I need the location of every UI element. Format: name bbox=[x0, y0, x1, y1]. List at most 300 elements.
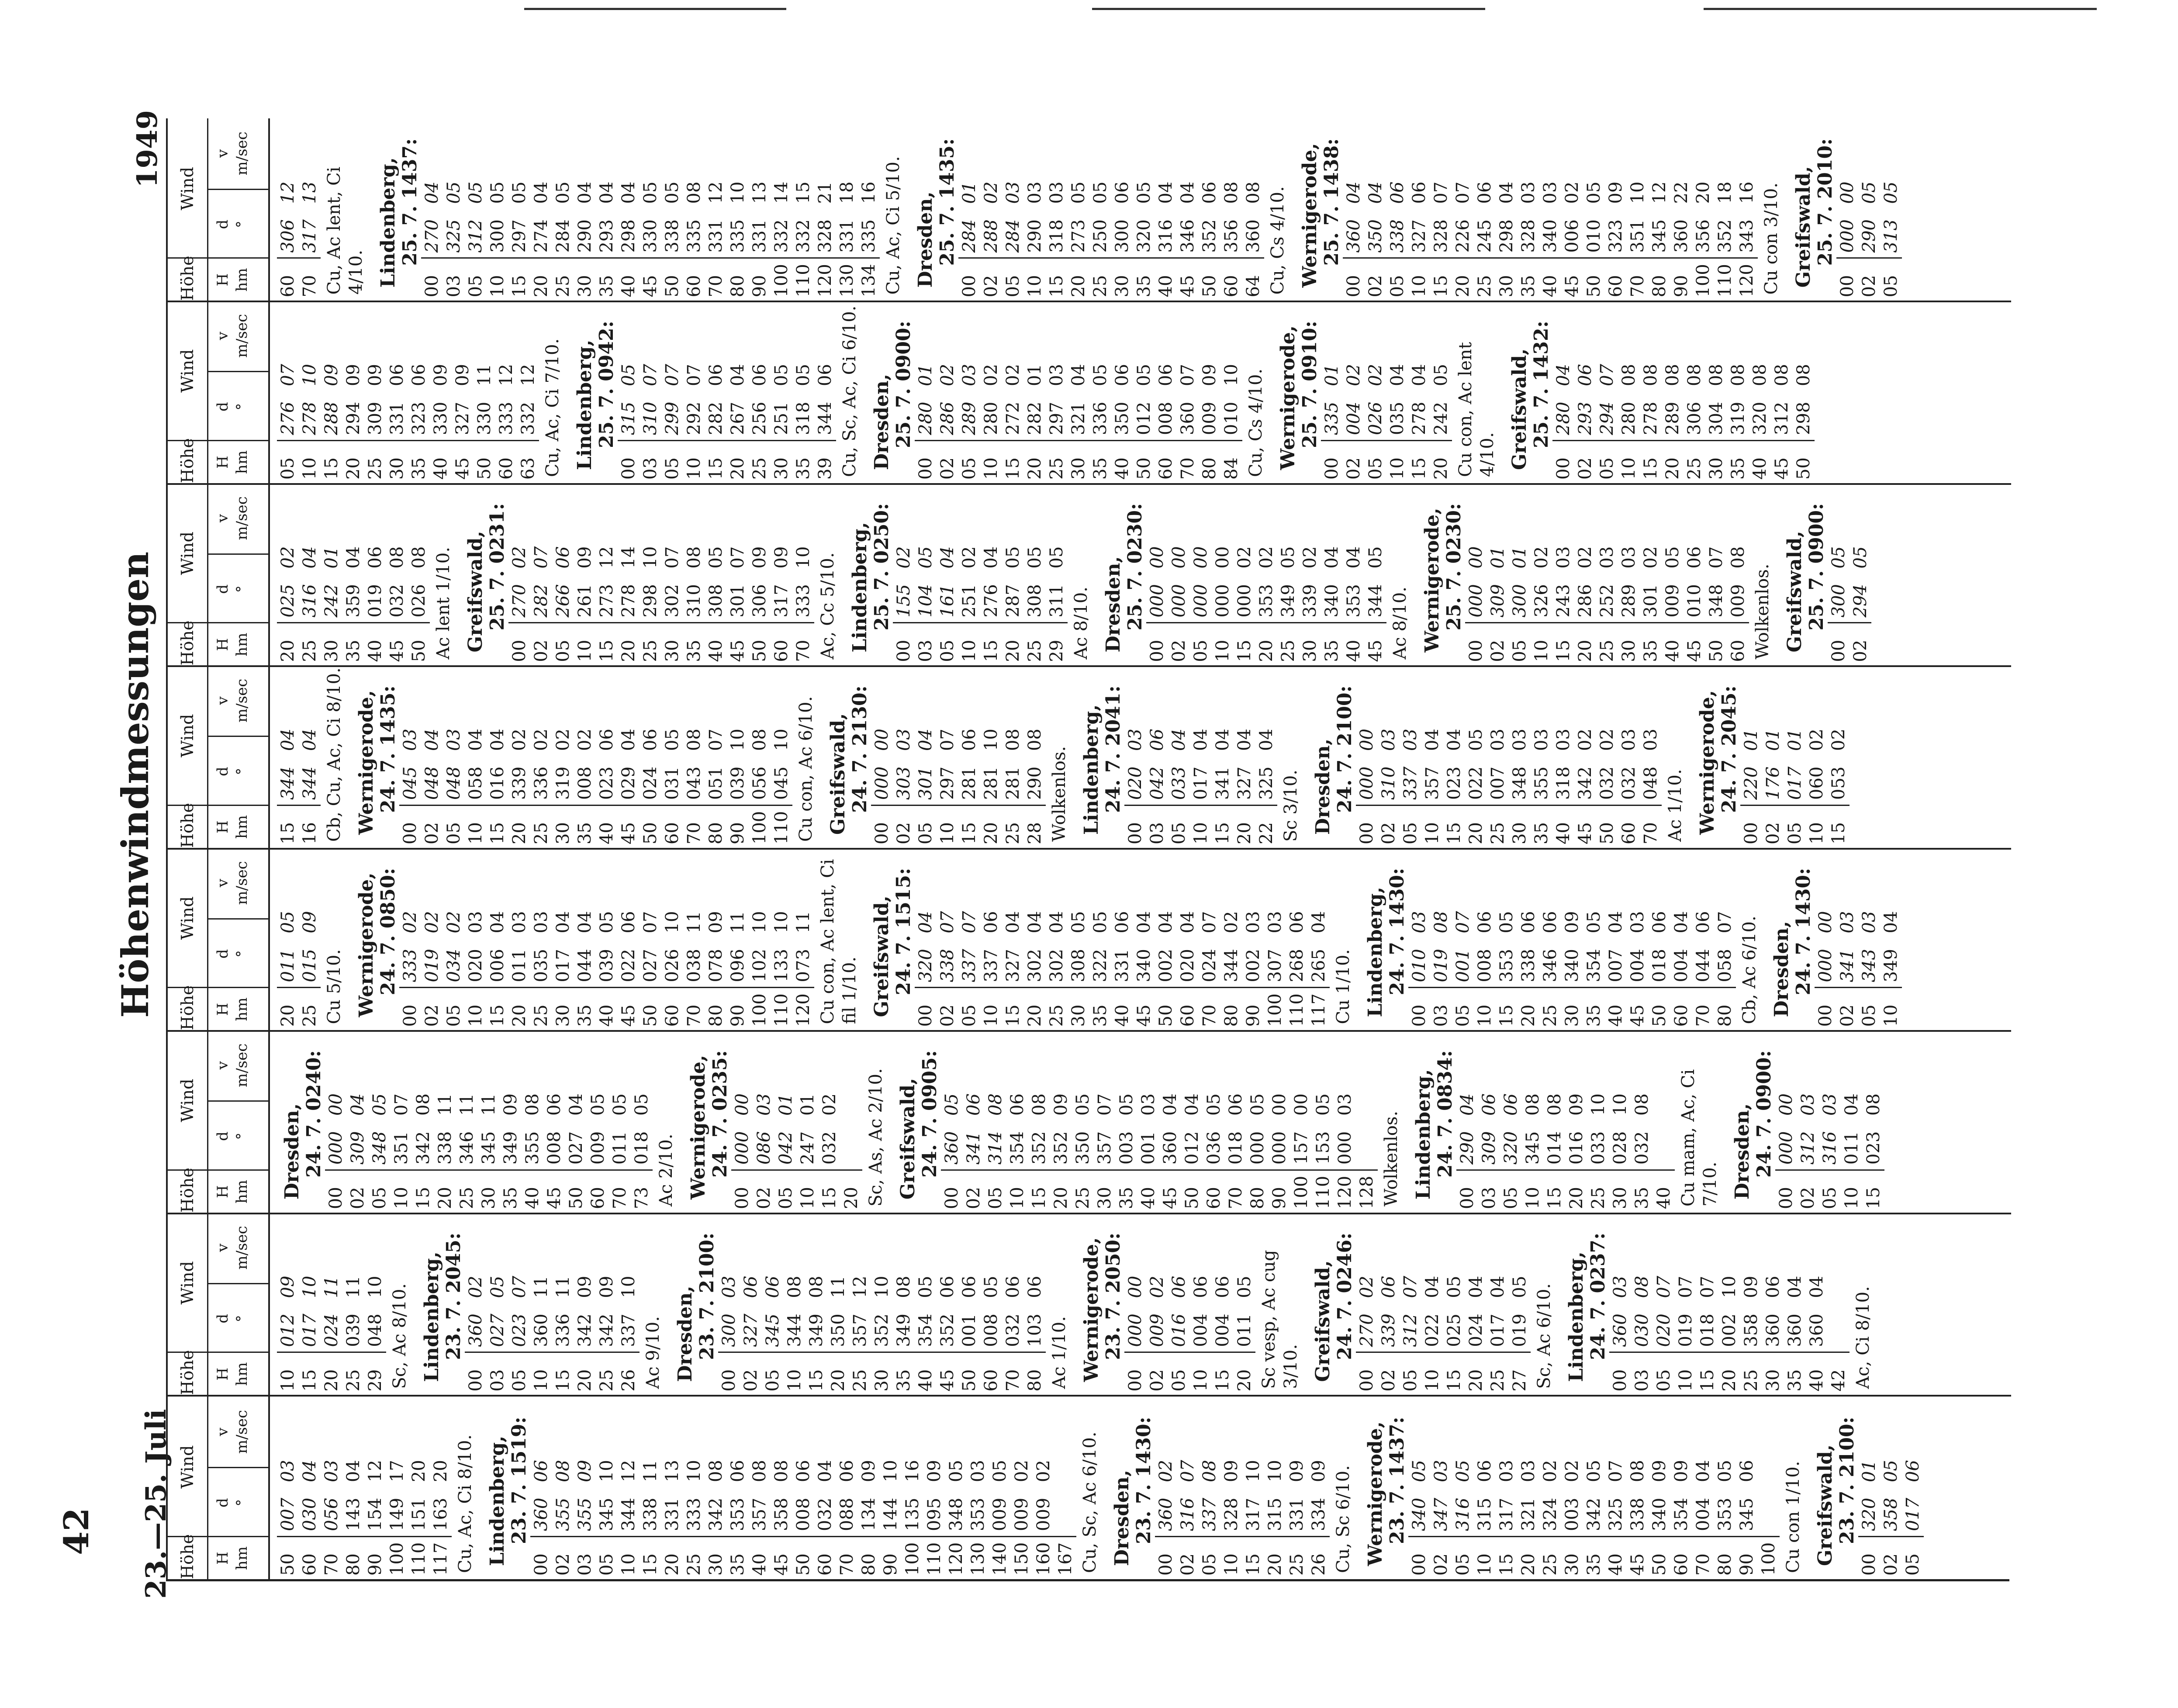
speed-value: 04 bbox=[1553, 364, 1573, 386]
table-row bbox=[1858, 118, 1880, 301]
direction-value: 032 bbox=[1619, 766, 1639, 800]
column-rule bbox=[1583, 987, 1605, 989]
column-rule bbox=[958, 258, 980, 259]
station-block bbox=[277, 848, 345, 1030]
column-rule bbox=[1199, 440, 1220, 441]
direction-value: 304 bbox=[1706, 401, 1726, 435]
speed-value: 01 bbox=[916, 364, 936, 386]
column-rule bbox=[465, 1352, 487, 1353]
column-rule bbox=[574, 1536, 596, 1537]
column-rule bbox=[749, 622, 771, 624]
table-row bbox=[618, 1213, 640, 1395]
direction-value: 023 bbox=[1444, 766, 1464, 800]
table-row bbox=[478, 1030, 500, 1213]
direction-value: 000 bbox=[1776, 1131, 1796, 1165]
column-rule bbox=[1618, 622, 1640, 624]
column-rule bbox=[1509, 622, 1531, 624]
direction-value: 324 bbox=[1540, 1497, 1560, 1531]
column-rule bbox=[1408, 987, 1430, 989]
speed-value: 03 bbox=[1379, 729, 1399, 751]
direction-value: 358 bbox=[771, 1497, 792, 1531]
direction-value: 337 bbox=[1200, 1497, 1220, 1531]
speed-value: 00 bbox=[1169, 546, 1189, 569]
height-value: 35 bbox=[1090, 1004, 1110, 1027]
table-row bbox=[1002, 848, 1024, 1030]
speed-value: 06 bbox=[1147, 729, 1167, 751]
table-row bbox=[530, 1397, 552, 1580]
table-row bbox=[1902, 1397, 1924, 1580]
height-value: 40 bbox=[1606, 1004, 1626, 1027]
column-rule bbox=[1596, 805, 1618, 806]
direction-value: 008 bbox=[981, 1314, 1001, 1347]
column-rule bbox=[749, 440, 771, 441]
speed-value: 02 bbox=[1366, 364, 1386, 386]
speed-value: 04 bbox=[1178, 911, 1198, 934]
speed-value: 02 bbox=[937, 364, 958, 386]
table-row bbox=[1408, 118, 1430, 301]
direction-value: 242 bbox=[322, 584, 342, 618]
wind-header bbox=[168, 1213, 268, 1353]
table-row bbox=[277, 848, 299, 1030]
direction-value: 000 bbox=[1357, 766, 1377, 800]
column-rule bbox=[364, 1352, 386, 1353]
height-value: 130 bbox=[837, 264, 857, 297]
table-row bbox=[1177, 301, 1199, 484]
height-value: 02 bbox=[754, 1187, 774, 1209]
height-value: 40 bbox=[706, 640, 726, 662]
station-name: Dresden, bbox=[281, 1103, 303, 1200]
table-row bbox=[552, 848, 574, 1030]
table-row bbox=[980, 848, 1002, 1030]
direction-value: 010 bbox=[1221, 401, 1241, 435]
speed-value: 11 bbox=[474, 364, 494, 386]
observation-time: 24. 7. 2100: bbox=[1334, 685, 1356, 813]
speed-value: 08 bbox=[1794, 364, 1814, 386]
observation-time: 24. 7. 0237: bbox=[1587, 1232, 1609, 1360]
direction-value: 002 bbox=[1156, 949, 1176, 982]
height-value: 80 bbox=[1649, 275, 1670, 297]
column-rule bbox=[474, 440, 495, 441]
height-value: 15 bbox=[1697, 1369, 1718, 1392]
height-value: 00 bbox=[1147, 640, 1167, 662]
speed-value: 04 bbox=[1256, 729, 1276, 751]
speed-value: 22 bbox=[1671, 181, 1691, 204]
table-row bbox=[749, 666, 771, 848]
speed-value: 08 bbox=[684, 729, 704, 751]
direction-value: 309 bbox=[365, 401, 385, 435]
speed-value: 08 bbox=[894, 1276, 914, 1298]
height-value: 70 bbox=[684, 1004, 704, 1027]
direction-value: 306 bbox=[750, 584, 770, 618]
column-rule bbox=[1609, 1169, 1631, 1171]
height-value: 35 bbox=[1641, 640, 1661, 662]
speed-value: 02 bbox=[1234, 546, 1255, 569]
column-header bbox=[168, 848, 270, 1030]
table-row bbox=[1168, 666, 1190, 848]
height-value: 110 bbox=[1715, 264, 1735, 297]
direction-value: 245 bbox=[1475, 219, 1495, 253]
direction-value: 353 bbox=[1715, 1497, 1735, 1531]
direction-value: 026 bbox=[1366, 401, 1386, 435]
direction-value: 022 bbox=[1422, 1314, 1442, 1347]
direction-value: 300 bbox=[487, 219, 508, 253]
speed-value: 11 bbox=[343, 1276, 363, 1298]
station-block bbox=[1784, 483, 1871, 666]
speed-value: 09 bbox=[750, 546, 770, 569]
direction-value: 345 bbox=[479, 1131, 499, 1165]
table-row bbox=[1264, 848, 1286, 1030]
table-row bbox=[1653, 1213, 1675, 1395]
direction-value: 102 bbox=[750, 949, 770, 982]
column-rule bbox=[1465, 1352, 1487, 1353]
table-row bbox=[902, 1397, 923, 1580]
height-value: 35 bbox=[1584, 1553, 1604, 1576]
direction-value: 000 bbox=[1147, 584, 1167, 618]
speed-value: 10 bbox=[662, 911, 682, 934]
direction-value: 014 bbox=[1545, 1131, 1565, 1165]
height-value: 05 bbox=[444, 822, 464, 844]
height-value: 20 bbox=[1025, 1004, 1045, 1027]
direction-value: 311 bbox=[1047, 584, 1067, 618]
column-rule bbox=[661, 440, 683, 441]
speed-value: 05 bbox=[610, 1093, 630, 1116]
station-block bbox=[281, 1030, 677, 1213]
speed-value: 03 bbox=[1335, 1093, 1355, 1116]
direction-value: 274 bbox=[531, 219, 551, 253]
speed-value: 06 bbox=[1649, 911, 1670, 934]
direction-value: 337 bbox=[619, 1314, 639, 1347]
cloud-remark: Wolkenlos. bbox=[1049, 746, 1069, 842]
column-rule bbox=[618, 440, 640, 441]
column-rule bbox=[749, 1536, 771, 1537]
column-rule bbox=[1662, 622, 1684, 624]
speed-value: 02 bbox=[553, 729, 573, 751]
speed-value: 02 bbox=[1540, 1460, 1560, 1482]
speed-value: 03 bbox=[400, 729, 420, 751]
direction-value: 024 bbox=[1466, 1314, 1486, 1347]
table-row bbox=[1561, 118, 1583, 301]
speed-value: 11 bbox=[793, 911, 813, 934]
table-row bbox=[277, 1213, 299, 1395]
direction-value: 022 bbox=[1466, 766, 1486, 800]
column-rule bbox=[1190, 622, 1212, 624]
speed-value: 03 bbox=[959, 364, 979, 386]
table-row bbox=[661, 848, 683, 1030]
speed-value: 10 bbox=[981, 729, 1001, 751]
column-rule bbox=[915, 1352, 937, 1353]
speed-value: 12 bbox=[518, 364, 538, 386]
direction-value: 352 bbox=[937, 1314, 958, 1347]
height-label: Höhe bbox=[168, 1537, 208, 1579]
speed-value: 03 bbox=[1409, 911, 1429, 934]
speed-value: 07 bbox=[1606, 1460, 1626, 1482]
table-row bbox=[771, 118, 792, 301]
table-row bbox=[618, 483, 640, 666]
table-row bbox=[1474, 118, 1496, 301]
direction-value: 360 bbox=[1785, 1314, 1805, 1347]
column-rule bbox=[631, 1169, 653, 1171]
direction-value: 321 bbox=[1068, 401, 1089, 435]
height-value: 45 bbox=[1628, 1553, 1648, 1576]
column-rule bbox=[1478, 1169, 1500, 1171]
height-value: 00 bbox=[872, 822, 892, 844]
panel-content bbox=[277, 1030, 1895, 1213]
speed-value: 17 bbox=[387, 1460, 407, 1482]
direction-value: 004 bbox=[1213, 1314, 1233, 1347]
direction-value: 018 bbox=[1697, 1314, 1718, 1347]
direction-value: 341 bbox=[1213, 766, 1233, 800]
direction-value: 317 bbox=[300, 219, 320, 253]
column-rule bbox=[1828, 1352, 1850, 1353]
speed-value: 08 bbox=[413, 1093, 433, 1116]
speed-value: 05 bbox=[1850, 546, 1870, 569]
table-row bbox=[1784, 1213, 1806, 1395]
direction-value: 307 bbox=[1265, 949, 1285, 982]
height-value: 60 bbox=[1221, 275, 1241, 297]
speed-value: 04 bbox=[1422, 729, 1442, 751]
height-value: 03 bbox=[1431, 1004, 1451, 1027]
height-value: 15 bbox=[1213, 822, 1233, 844]
height-value: 35 bbox=[343, 640, 363, 662]
table-row bbox=[705, 118, 727, 301]
observation-time: 23. 7. 1430: bbox=[1133, 1417, 1155, 1544]
height-value: 00 bbox=[1610, 1369, 1630, 1392]
table-row bbox=[1159, 1030, 1181, 1213]
height-value: 20 bbox=[841, 1187, 861, 1209]
column-rule bbox=[364, 440, 386, 441]
observation-time: 25. 7. 0900: bbox=[1805, 503, 1828, 631]
height-value: 25 bbox=[640, 640, 660, 662]
direction-value: 320 bbox=[1750, 401, 1770, 435]
cloud-remark: Ac 1/10. bbox=[1665, 769, 1685, 842]
direction-value: 357 bbox=[1422, 766, 1442, 800]
table-row bbox=[661, 118, 683, 301]
height-value: 35 bbox=[728, 1553, 748, 1576]
height-value: 35 bbox=[1532, 822, 1552, 844]
direction-value: 352 bbox=[1051, 1131, 1071, 1165]
direction-value: 023 bbox=[509, 1314, 529, 1347]
direction-value: 251 bbox=[771, 401, 792, 435]
speed-value: 04 bbox=[1213, 729, 1233, 751]
height-value: 20 bbox=[1256, 640, 1276, 662]
column-rule bbox=[443, 987, 465, 989]
speed-value: 03 bbox=[1047, 181, 1067, 204]
table-row bbox=[1220, 848, 1242, 1030]
table-row bbox=[705, 666, 727, 848]
column-rule bbox=[1574, 805, 1596, 806]
table-row bbox=[443, 666, 465, 848]
height-value: 15 bbox=[1234, 640, 1255, 662]
height-value: 35 bbox=[1090, 457, 1110, 480]
speed-value: 05 bbox=[444, 181, 464, 204]
column-rule bbox=[1220, 258, 1242, 259]
table-row bbox=[1133, 301, 1155, 484]
speed-value: 07 bbox=[1597, 364, 1617, 386]
direction-value: 038 bbox=[684, 949, 704, 982]
table-row bbox=[1430, 1397, 1452, 1580]
column-rule bbox=[1522, 1169, 1544, 1171]
height-value: 50 bbox=[793, 1553, 813, 1576]
table-row bbox=[1400, 666, 1421, 848]
direction-value: 338 bbox=[937, 949, 958, 982]
speed-value: 06 bbox=[1156, 364, 1176, 386]
height-value: 25 bbox=[684, 1553, 704, 1576]
column-rule bbox=[640, 805, 661, 806]
observation-time: 24. 7. 0834: bbox=[1434, 1050, 1456, 1178]
direction-value: 331 bbox=[750, 219, 770, 253]
speed-value: 10 bbox=[793, 546, 813, 569]
table-row bbox=[1430, 118, 1452, 301]
speed-value: 09 bbox=[575, 1276, 595, 1298]
table-row bbox=[740, 1213, 762, 1395]
column-rule bbox=[1181, 1169, 1203, 1171]
height-value: 40 bbox=[365, 640, 385, 662]
column-rule bbox=[1386, 258, 1408, 259]
direction-value: 004 bbox=[1191, 1314, 1211, 1347]
speed-value: 04 bbox=[916, 729, 936, 751]
speed-value: 09 bbox=[1606, 181, 1626, 204]
column-rule bbox=[945, 1536, 967, 1537]
column-rule bbox=[1002, 258, 1024, 259]
height-value: 134 bbox=[859, 264, 879, 297]
speed-value: 09 bbox=[300, 911, 320, 934]
direction-value: 320 bbox=[916, 949, 936, 982]
height-value: 30 bbox=[662, 640, 682, 662]
column-rule bbox=[985, 1169, 1006, 1171]
column-rule bbox=[1089, 258, 1111, 259]
speed-value: 06 bbox=[1007, 1093, 1027, 1116]
height-value: 40 bbox=[597, 822, 617, 844]
station-block bbox=[277, 1397, 476, 1580]
height-value: 03 bbox=[1479, 1187, 1499, 1209]
direction-value: 045 bbox=[400, 766, 420, 800]
height-value: 20 bbox=[619, 640, 639, 662]
height-value: 40 bbox=[750, 1553, 770, 1576]
height-value: 10 bbox=[684, 457, 704, 480]
column-rule bbox=[522, 1169, 543, 1171]
station-name: Wernigerode, bbox=[1080, 1237, 1103, 1382]
direction-value: 360 bbox=[1344, 219, 1364, 253]
station-block bbox=[897, 1030, 1402, 1213]
speed-unit: v m/sec bbox=[214, 1226, 251, 1270]
table-row bbox=[1609, 1030, 1631, 1213]
table-row bbox=[574, 1397, 596, 1580]
height-value: 90 bbox=[1737, 1553, 1757, 1576]
table-row bbox=[880, 1397, 902, 1580]
column-rule bbox=[753, 1169, 775, 1171]
height-value: 10 bbox=[619, 1553, 639, 1576]
height-value: 00 bbox=[1357, 1369, 1377, 1392]
direction-value: 000 bbox=[1335, 1131, 1355, 1165]
speed-value: 07 bbox=[1715, 911, 1735, 934]
table-row bbox=[1640, 483, 1662, 666]
height-value: 02 bbox=[937, 1004, 958, 1027]
direction-value: 290 bbox=[1025, 766, 1045, 800]
height-value: 45 bbox=[619, 1004, 639, 1027]
speed-value: 05 bbox=[1366, 546, 1386, 569]
column-rule bbox=[740, 1352, 762, 1353]
speed-value: 06 bbox=[544, 1093, 564, 1116]
station-name: Lindenberg, bbox=[486, 1435, 508, 1566]
direction-value: 360 bbox=[1763, 1314, 1783, 1347]
column-rule bbox=[609, 1169, 631, 1171]
table-row bbox=[1068, 848, 1089, 1030]
table-row bbox=[771, 666, 792, 848]
direction-value: 338 bbox=[1387, 219, 1407, 253]
height-value: 45 bbox=[544, 1187, 564, 1209]
speed-value: 02 bbox=[1641, 546, 1661, 569]
column-rule bbox=[1684, 622, 1705, 624]
observation-time: 23. 7. 2100: bbox=[1836, 1417, 1858, 1544]
column-rule bbox=[299, 1536, 321, 1537]
table-row bbox=[792, 1397, 814, 1580]
height-value: 15 bbox=[640, 1553, 660, 1576]
direction-value: 020 bbox=[1178, 949, 1198, 982]
speed-value: 05 bbox=[1248, 1093, 1268, 1116]
column-rule bbox=[342, 1352, 364, 1353]
height-value: 35 bbox=[793, 457, 813, 480]
table-row bbox=[1046, 483, 1068, 666]
direction-value: 009 bbox=[588, 1131, 608, 1165]
speed-value: 06 bbox=[763, 1276, 783, 1298]
station-block bbox=[1732, 1030, 1884, 1213]
observation-time: 23. 7. 2050: bbox=[1102, 1232, 1124, 1360]
direction-value: 348 bbox=[370, 1131, 390, 1165]
table-row bbox=[915, 483, 937, 666]
speed-value: 03 bbox=[1243, 911, 1263, 934]
column-rule bbox=[1653, 1352, 1675, 1353]
column-rule bbox=[705, 440, 727, 441]
column-rule bbox=[958, 987, 980, 989]
direction-value: 346 bbox=[1540, 949, 1560, 982]
column-rule bbox=[915, 987, 937, 989]
column-rule bbox=[1705, 622, 1727, 624]
speed-value: 05 bbox=[1584, 1460, 1604, 1482]
direction-value: 344 bbox=[1221, 949, 1241, 982]
speed-value: 08 bbox=[1221, 181, 1241, 204]
direction-value: 268 bbox=[1287, 949, 1307, 982]
direction-value: 339 bbox=[1379, 1314, 1399, 1347]
table-row bbox=[727, 666, 749, 848]
speed-value: 03 bbox=[1488, 729, 1508, 751]
column-rule bbox=[1771, 440, 1793, 441]
speed-value: 14 bbox=[771, 181, 792, 204]
column-rule bbox=[1089, 440, 1111, 441]
direction-unit: d ° bbox=[207, 1467, 268, 1537]
direction-value: 273 bbox=[597, 584, 617, 618]
cloud-remark: Cu, Sc, Ac, Ci 6/10. bbox=[840, 305, 860, 477]
column-header bbox=[168, 301, 270, 484]
wind-header bbox=[168, 301, 268, 442]
column-rule bbox=[618, 1536, 640, 1537]
column-rule bbox=[640, 1536, 661, 1537]
column-rule bbox=[1465, 805, 1487, 806]
column-rule bbox=[421, 805, 443, 806]
height-value: 25 bbox=[300, 1004, 320, 1027]
table-row bbox=[1290, 1030, 1312, 1213]
height-value: 02 bbox=[741, 1369, 761, 1392]
column-rule bbox=[827, 1352, 849, 1353]
table-row bbox=[1762, 666, 1784, 848]
table-row bbox=[1566, 1030, 1587, 1213]
direction-value: 335 bbox=[728, 219, 748, 253]
height-value: 25 bbox=[1047, 1004, 1067, 1027]
table-row bbox=[552, 483, 574, 666]
height-value: 15 bbox=[1409, 457, 1429, 480]
table-row bbox=[1605, 118, 1627, 301]
height-value: 05 bbox=[1903, 1553, 1923, 1576]
station-name: Dresden, bbox=[871, 373, 893, 470]
